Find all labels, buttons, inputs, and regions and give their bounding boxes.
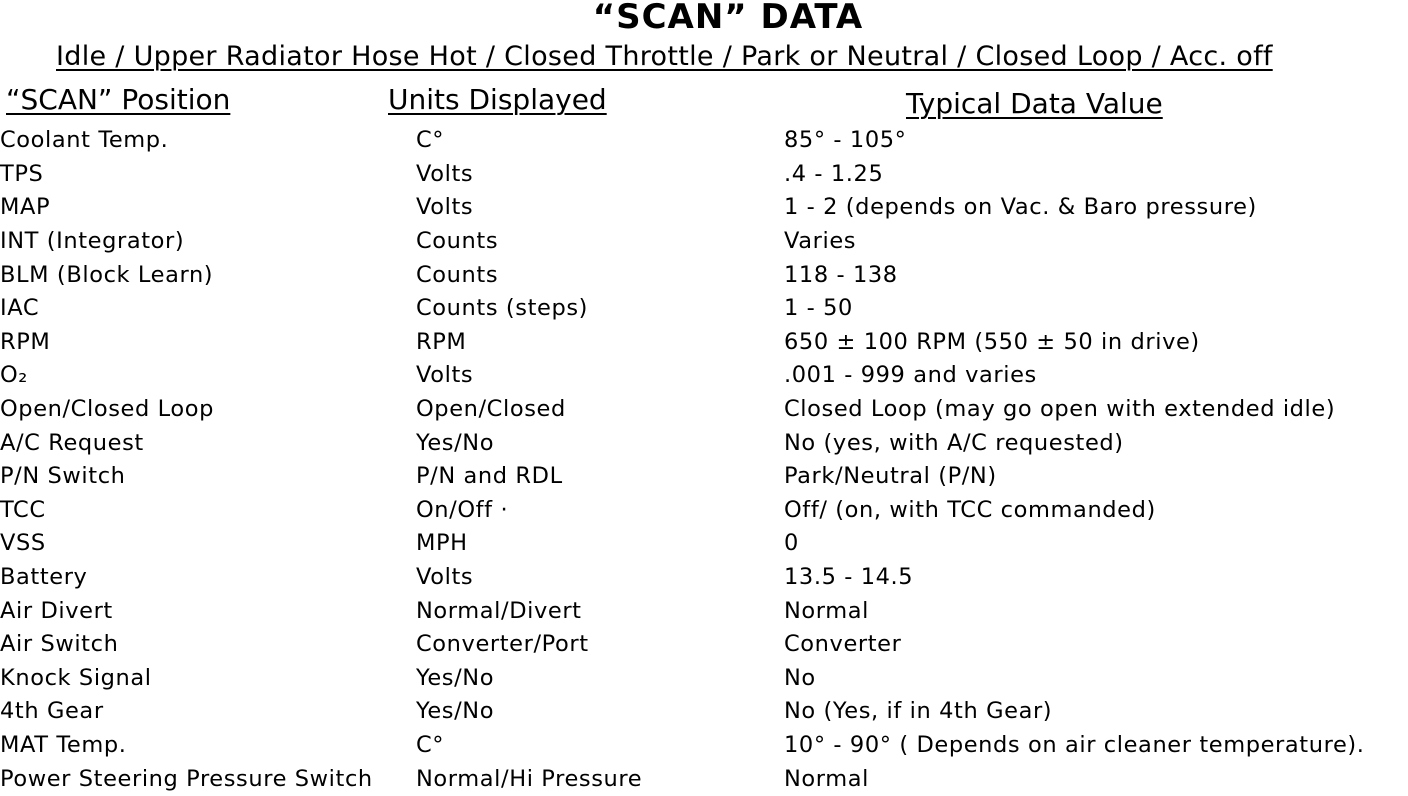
typical-value-cell: Converter <box>784 631 902 658</box>
scan-position-cell: MAP <box>0 194 51 221</box>
typical-value-cell: No <box>784 664 816 691</box>
table-row <box>0 326 1408 360</box>
units-cell: C° <box>416 731 445 758</box>
units-cell: On/Off · <box>416 496 509 523</box>
table-row <box>0 695 1408 729</box>
scan-data-table <box>0 124 1408 796</box>
units-cell: Normal/Hi Pressure <box>416 765 643 792</box>
units-cell: Counts <box>416 228 499 255</box>
scan-position-cell: Power Steering Pressure Switch <box>0 765 373 792</box>
table-row <box>0 124 1408 158</box>
typical-value-cell: Varies <box>784 228 857 255</box>
page-title: “SCAN” DATA <box>592 0 864 37</box>
table-row <box>0 426 1408 460</box>
units-cell: Yes/No <box>416 698 495 725</box>
units-cell: Counts <box>416 261 499 288</box>
units-cell: Volts <box>416 160 474 187</box>
units-cell: Volts <box>416 362 474 389</box>
scan-position-cell: Battery <box>0 564 88 591</box>
typical-value-cell: Off/ (on, with TCC commanded) <box>784 496 1156 523</box>
typical-value-cell: No (Yes, if in 4th Gear) <box>784 698 1053 725</box>
scan-position-cell: BLM (Block Learn) <box>0 261 214 288</box>
typical-value-cell: 85° - 105° <box>784 127 907 154</box>
scan-position-cell: O₂ <box>0 362 28 389</box>
table-row <box>0 191 1408 225</box>
table-row <box>0 628 1408 662</box>
units-cell: Volts <box>416 564 474 591</box>
units-cell: Volts <box>416 194 474 221</box>
scan-position-cell: TPS <box>0 160 44 187</box>
units-cell: Open/Closed <box>416 396 566 423</box>
conditions-subtitle: Idle / Upper Radiator Hose Hot / Closed Throttle / Park or Neutral / Closed Loop / Acc. off <box>56 41 1273 72</box>
scan-position-cell: TCC <box>0 496 46 523</box>
units-cell: MPH <box>416 530 468 557</box>
units-cell: Counts (steps) <box>416 295 589 322</box>
table-row <box>0 292 1408 326</box>
units-cell: P/N and RDL <box>416 463 563 490</box>
scan-position-cell: INT (Integrator) <box>0 228 185 255</box>
table-row <box>0 393 1408 427</box>
typical-value-cell: 118 - 138 <box>784 261 898 288</box>
column-header-typical-data-value: Typical Data Value <box>906 87 1163 120</box>
scan-position-cell: VSS <box>0 530 46 557</box>
scan-position-cell: 4th Gear <box>0 698 104 725</box>
units-cell: C° <box>416 127 445 154</box>
typical-value-cell: 650 ± 100 RPM (550 ± 50 in drive) <box>784 328 1200 355</box>
table-row <box>0 762 1408 796</box>
scan-position-cell: Open/Closed Loop <box>0 396 214 423</box>
typical-value-cell: 10° - 90° ( Depends on air cleaner temperature). <box>784 731 1365 758</box>
typical-value-cell: Closed Loop (may go open with extended idle) <box>784 396 1336 423</box>
typical-value-cell: 13.5 - 14.5 <box>784 564 914 591</box>
typical-value-cell: Normal <box>784 765 870 792</box>
typical-value-cell: No (yes, with A/C requested) <box>784 429 1124 456</box>
table-row <box>0 359 1408 393</box>
typical-value-cell: 0 <box>784 530 799 557</box>
scan-position-cell: Air Divert <box>0 597 113 624</box>
scan-position-cell: Air Switch <box>0 631 119 658</box>
scan-position-cell: Coolant Temp. <box>0 127 169 154</box>
table-row <box>0 729 1408 763</box>
table-row <box>0 527 1408 561</box>
units-cell: Yes/No <box>416 664 495 691</box>
scan-position-cell: Knock Signal <box>0 664 152 691</box>
table-row <box>0 158 1408 192</box>
units-cell: Yes/No <box>416 429 495 456</box>
table-row <box>0 460 1408 494</box>
scan-position-cell: A/C Request <box>0 429 144 456</box>
table-row <box>0 594 1408 628</box>
units-cell: Normal/Divert <box>416 597 582 624</box>
scan-position-cell: RPM <box>0 328 51 355</box>
table-row <box>0 561 1408 595</box>
typical-value-cell: .4 - 1.25 <box>784 160 884 187</box>
table-row <box>0 494 1408 528</box>
table-row <box>0 662 1408 696</box>
typical-value-cell: 1 - 50 <box>784 295 853 322</box>
scan-position-cell: P/N Switch <box>0 463 126 490</box>
scan-position-cell: MAT Temp. <box>0 731 127 758</box>
scan-position-cell: IAC <box>0 295 40 322</box>
typical-value-cell: 1 - 2 (depends on Vac. & Baro pressure) <box>784 194 1257 221</box>
units-cell: Converter/Port <box>416 631 589 658</box>
column-header-scan-position: “SCAN” Position <box>6 83 231 116</box>
typical-value-cell: Normal <box>784 597 870 624</box>
units-cell: RPM <box>416 328 467 355</box>
typical-value-cell: Park/Neutral (P/N) <box>784 463 997 490</box>
typical-value-cell: .001 - 999 and varies <box>784 362 1037 389</box>
column-header-units-displayed: Units Displayed <box>388 83 607 116</box>
table-row <box>0 258 1408 292</box>
table-row <box>0 225 1408 259</box>
